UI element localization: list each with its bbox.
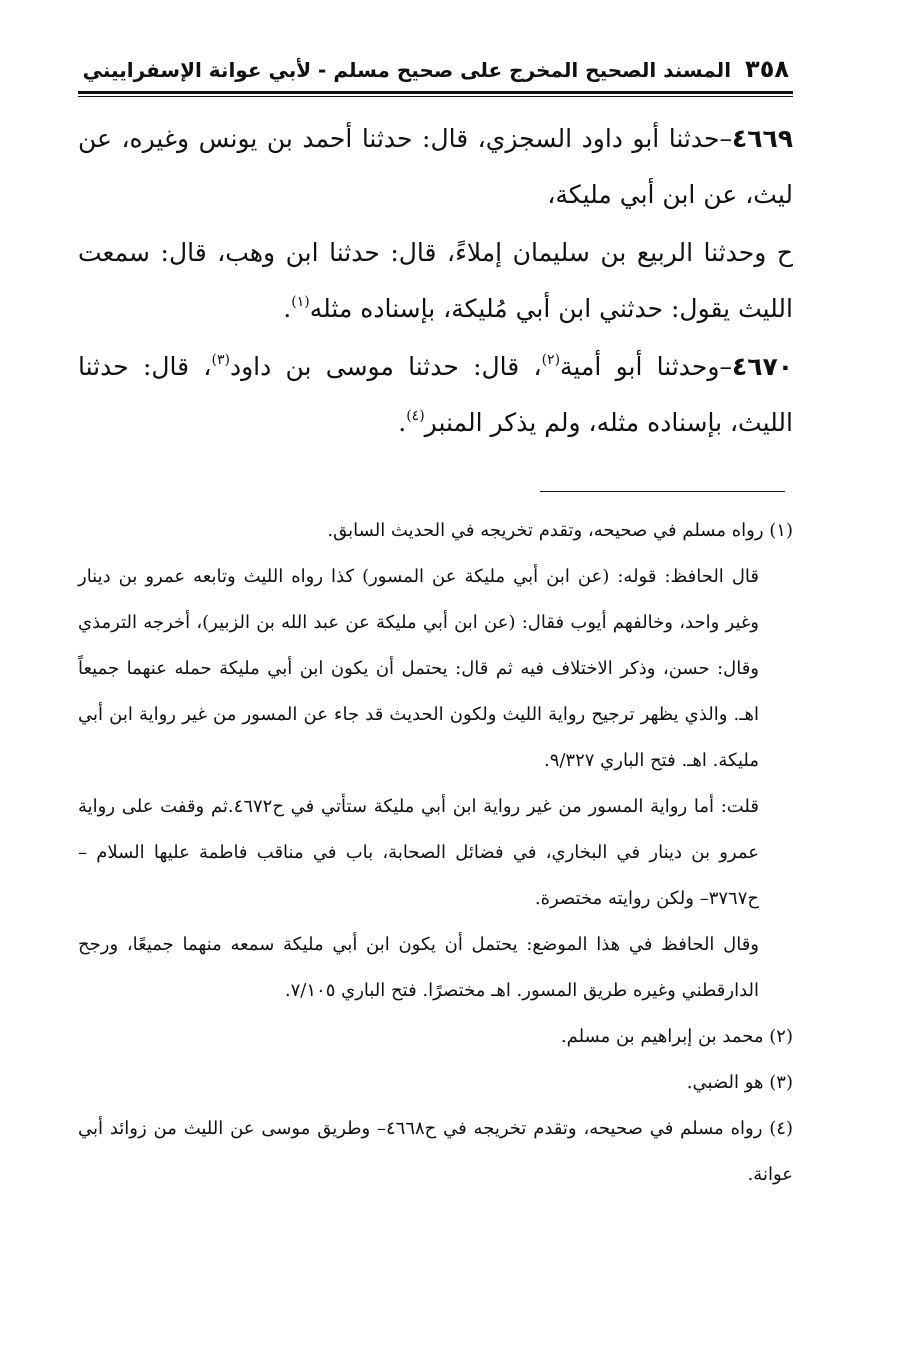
footnote-separator <box>540 491 785 492</box>
footnote-ref-1[interactable]: (١) <box>291 294 310 310</box>
footnote-1-para: قلت: أما رواية المسور من غير رواية ابن أبي مليكة ستأتي في ح٤٦٧٢.ثم وقفت على رواية عمرو بن دينار في البخاري، في فضائل الصحابة، باب في مناقب فاطمة عليها السلام –ح٣٧٦٧– ولكن روايته مختصرة. <box>78 796 759 909</box>
footnote-ref-3[interactable]: (٣) <box>211 352 230 368</box>
hadith-text: –وحدثنا أبو أمية <box>560 352 732 381</box>
running-header <box>78 55 793 89</box>
hadith-4669 <box>78 111 793 223</box>
hadith-number: ٤٦٧٠ <box>731 352 793 381</box>
main-text <box>78 111 793 451</box>
footnote-1-para: وقال الحافظ في هذا الموضع: يحتمل أن يكون ابن أبي مليكة سمعه منهما جميعًا، ورجح الدارقطني وغيره طريق المسور. اهـ مختصرًا. فتح الباري ٧/١٠٥. <box>78 934 759 1001</box>
running-title: المسند الصحيح المخرج على صحيح مسلم - لأبي عوانة الإسفراييني <box>82 58 732 82</box>
footnote-marker: (١) <box>769 520 793 541</box>
footnote-ref-2[interactable]: (٢) <box>541 352 561 368</box>
hadith-4670: ٤٦٧٠–وحدثنا أبو أمية$^{(٢)}$، قال: حدثنا موسى بن داود$^{(٣)}$، قال: حدثنا الليث، بإسناده مثله، ولم يذكر المنبر$^{(٤)}$. <box>78 352 793 437</box>
footnote-marker: (٣) <box>769 1072 793 1093</box>
footnotes <box>78 508 793 1198</box>
footnote-1-para: قال الحافظ: قوله: (عن ابن أبي مليكة عن المسور) كذا رواه الليث وتابعه عمرو بن دينار وغير واحد، وخالفهم أيوب فقال: (عن ابن أبي مليكة عن عبد الله بن الزبير)، أخرجه الترمذي وقال: حسن، وذكر الاختلاف فيه ثم قال: يحتمل أن يكون ابن أبي مليكة حمله عنهما جميعاً اهـ. والذي يظهر ترجيح رواية الليث ولكون الحديث قد جاء عن المسور من غير رواية ابن أبي مليكة. اهـ. فتح الباري ٩/٣٢٧. <box>78 566 759 771</box>
footnote-text: محمد بن إبراهيم بن مسلم. <box>560 1026 764 1047</box>
hadith-4669-alt-chain: ح وحدثنا الربيع بن سليمان إملاءً، قال: حدثنا ابن وهب، قال: سمعت الليث يقول: حدثني ابن أبي مُليكة، بإسناده مثله$^{(١)}$. <box>78 238 793 323</box>
footnote-3 <box>78 1060 793 1106</box>
footnote-text: رواه مسلم في صحيحه، وتقدم تخريجه في الحديث السابق. <box>327 520 764 541</box>
footnote-marker: (٤) <box>769 1118 793 1139</box>
header-rule <box>78 91 793 97</box>
hadith-number: ٤٦٦٩ <box>731 124 793 153</box>
footnote-text: رواه مسلم في صحيحه، وتقدم تخريجه في ح٤٦٦٨– وطريق موسى عن الليث من زوائد أبي عوانة. <box>78 1118 793 1185</box>
footnote-ref-4[interactable]: (٤) <box>406 408 425 424</box>
footnote-4 <box>78 1106 793 1198</box>
footnote-text: هو الضبي. <box>686 1072 764 1093</box>
footnote-2 <box>78 1014 793 1060</box>
footnote-1 <box>78 508 793 554</box>
page-number: ٣٥٨ <box>745 55 789 83</box>
hadith-text: ح وحدثنا الربيع بن سليمان إملاءً، قال: حدثنا ابن وهب، قال: سمعت الليث يقول: حدثني ابن أبي مُليكة، بإسناده مثله <box>78 238 793 323</box>
hadith-text: ، قال: حدثنا موسى بن داود <box>229 352 542 381</box>
footnote-marker: (٢) <box>769 1026 793 1047</box>
hadith-text: –حدثنا أبو داود السجزي، قال: حدثنا أحمد بن يونس وغيره، عن ليث، عن ابن أبي مليكة، <box>78 124 793 209</box>
hadith-text: ، قال: حدثنا الليث، بإسناده مثله، ولم يذكر المنبر <box>78 352 793 437</box>
book-page <box>78 55 793 1345</box>
